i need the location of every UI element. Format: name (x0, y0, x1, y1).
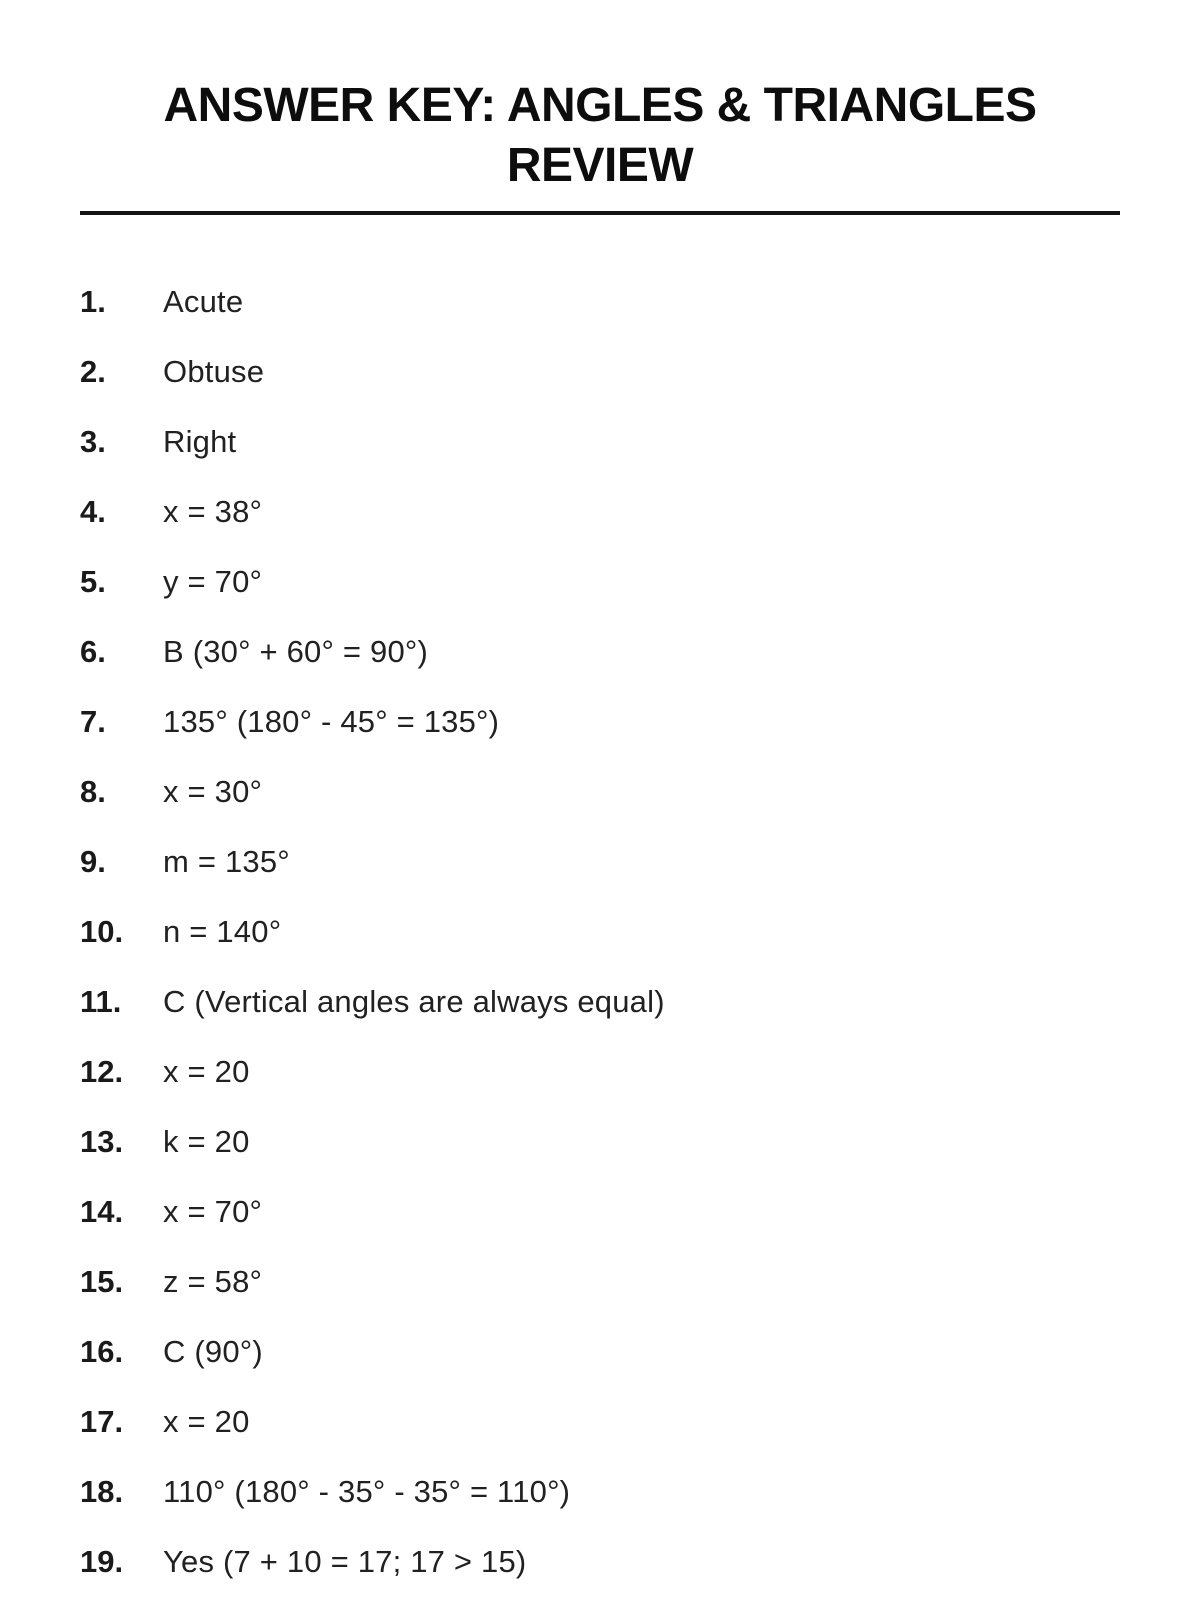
answer-row (80, 1387, 1200, 1457)
answer-text: Right (163, 424, 237, 459)
answer-text: x = 20 (163, 1054, 250, 1089)
page-title: ANSWER KEY: ANGLES & TRIANGLES REVIEW (163, 79, 1037, 192)
answer-row (80, 1457, 1200, 1527)
answer-text: 135° (180° - 45° = 135°) (163, 704, 500, 739)
answer-row (80, 1317, 1200, 1387)
answer-text: Yes (7 + 10 = 17; 17 > 15) (163, 1544, 527, 1579)
answer-row (80, 407, 1200, 477)
answer-number: 1. (80, 284, 106, 319)
answer-row (80, 547, 1200, 617)
answer-text: x = 38° (163, 494, 263, 529)
answer-number: 12. (80, 1054, 124, 1089)
answer-text: y = 70° (163, 564, 263, 599)
answer-row (80, 1107, 1200, 1177)
answer-number: 14. (80, 1194, 124, 1229)
answer-text: Obtuse (163, 354, 265, 389)
answer-number: 16. (80, 1334, 124, 1369)
title-divider (80, 211, 1120, 215)
answer-row (80, 1037, 1200, 1107)
answer-number: 7. (80, 704, 106, 739)
answer-text: B (30° + 60° = 90°) (163, 634, 429, 669)
answer-text: k = 20 (163, 1124, 250, 1159)
answer-number: 10. (80, 914, 124, 949)
answer-number: 4. (80, 494, 106, 529)
answer-text: n = 140° (163, 914, 282, 949)
answer-text: x = 70° (163, 1194, 263, 1229)
answer-number: 15. (80, 1264, 124, 1299)
answer-row (80, 897, 1200, 967)
answer-number: 2. (80, 354, 106, 389)
answer-row (80, 1527, 1200, 1597)
answer-row (80, 617, 1200, 687)
answer-number: 3. (80, 424, 106, 459)
answer-row (80, 337, 1200, 407)
answer-text: 110° (180° - 35° - 35° = 110°) (163, 1474, 571, 1509)
answer-row (80, 757, 1200, 827)
answer-number: 8. (80, 774, 106, 809)
answer-number: 18. (80, 1474, 124, 1509)
answer-number: 13. (80, 1124, 124, 1159)
answer-row (80, 687, 1200, 757)
answer-number: 5. (80, 564, 106, 599)
answer-list (0, 267, 1200, 1597)
answer-number: 9. (80, 844, 106, 879)
answer-text: x = 20 (163, 1404, 250, 1439)
answer-row (80, 267, 1200, 337)
answer-text: C (Vertical angles are always equal) (163, 984, 665, 1019)
answer-text: x = 30° (163, 774, 263, 809)
answer-number: 19. (80, 1544, 124, 1579)
answer-row (80, 477, 1200, 547)
answer-row (80, 967, 1200, 1037)
answer-number: 6. (80, 634, 106, 669)
answer-number: 17. (80, 1404, 124, 1439)
answer-text: m = 135° (163, 844, 290, 879)
answer-row (80, 1177, 1200, 1247)
answer-text: C (90°) (163, 1334, 263, 1369)
answer-text: z = 58° (163, 1264, 263, 1299)
answer-number: 11. (80, 984, 122, 1019)
answer-text: Acute (163, 284, 244, 319)
answer-row (80, 827, 1200, 897)
answer-row (80, 1247, 1200, 1317)
